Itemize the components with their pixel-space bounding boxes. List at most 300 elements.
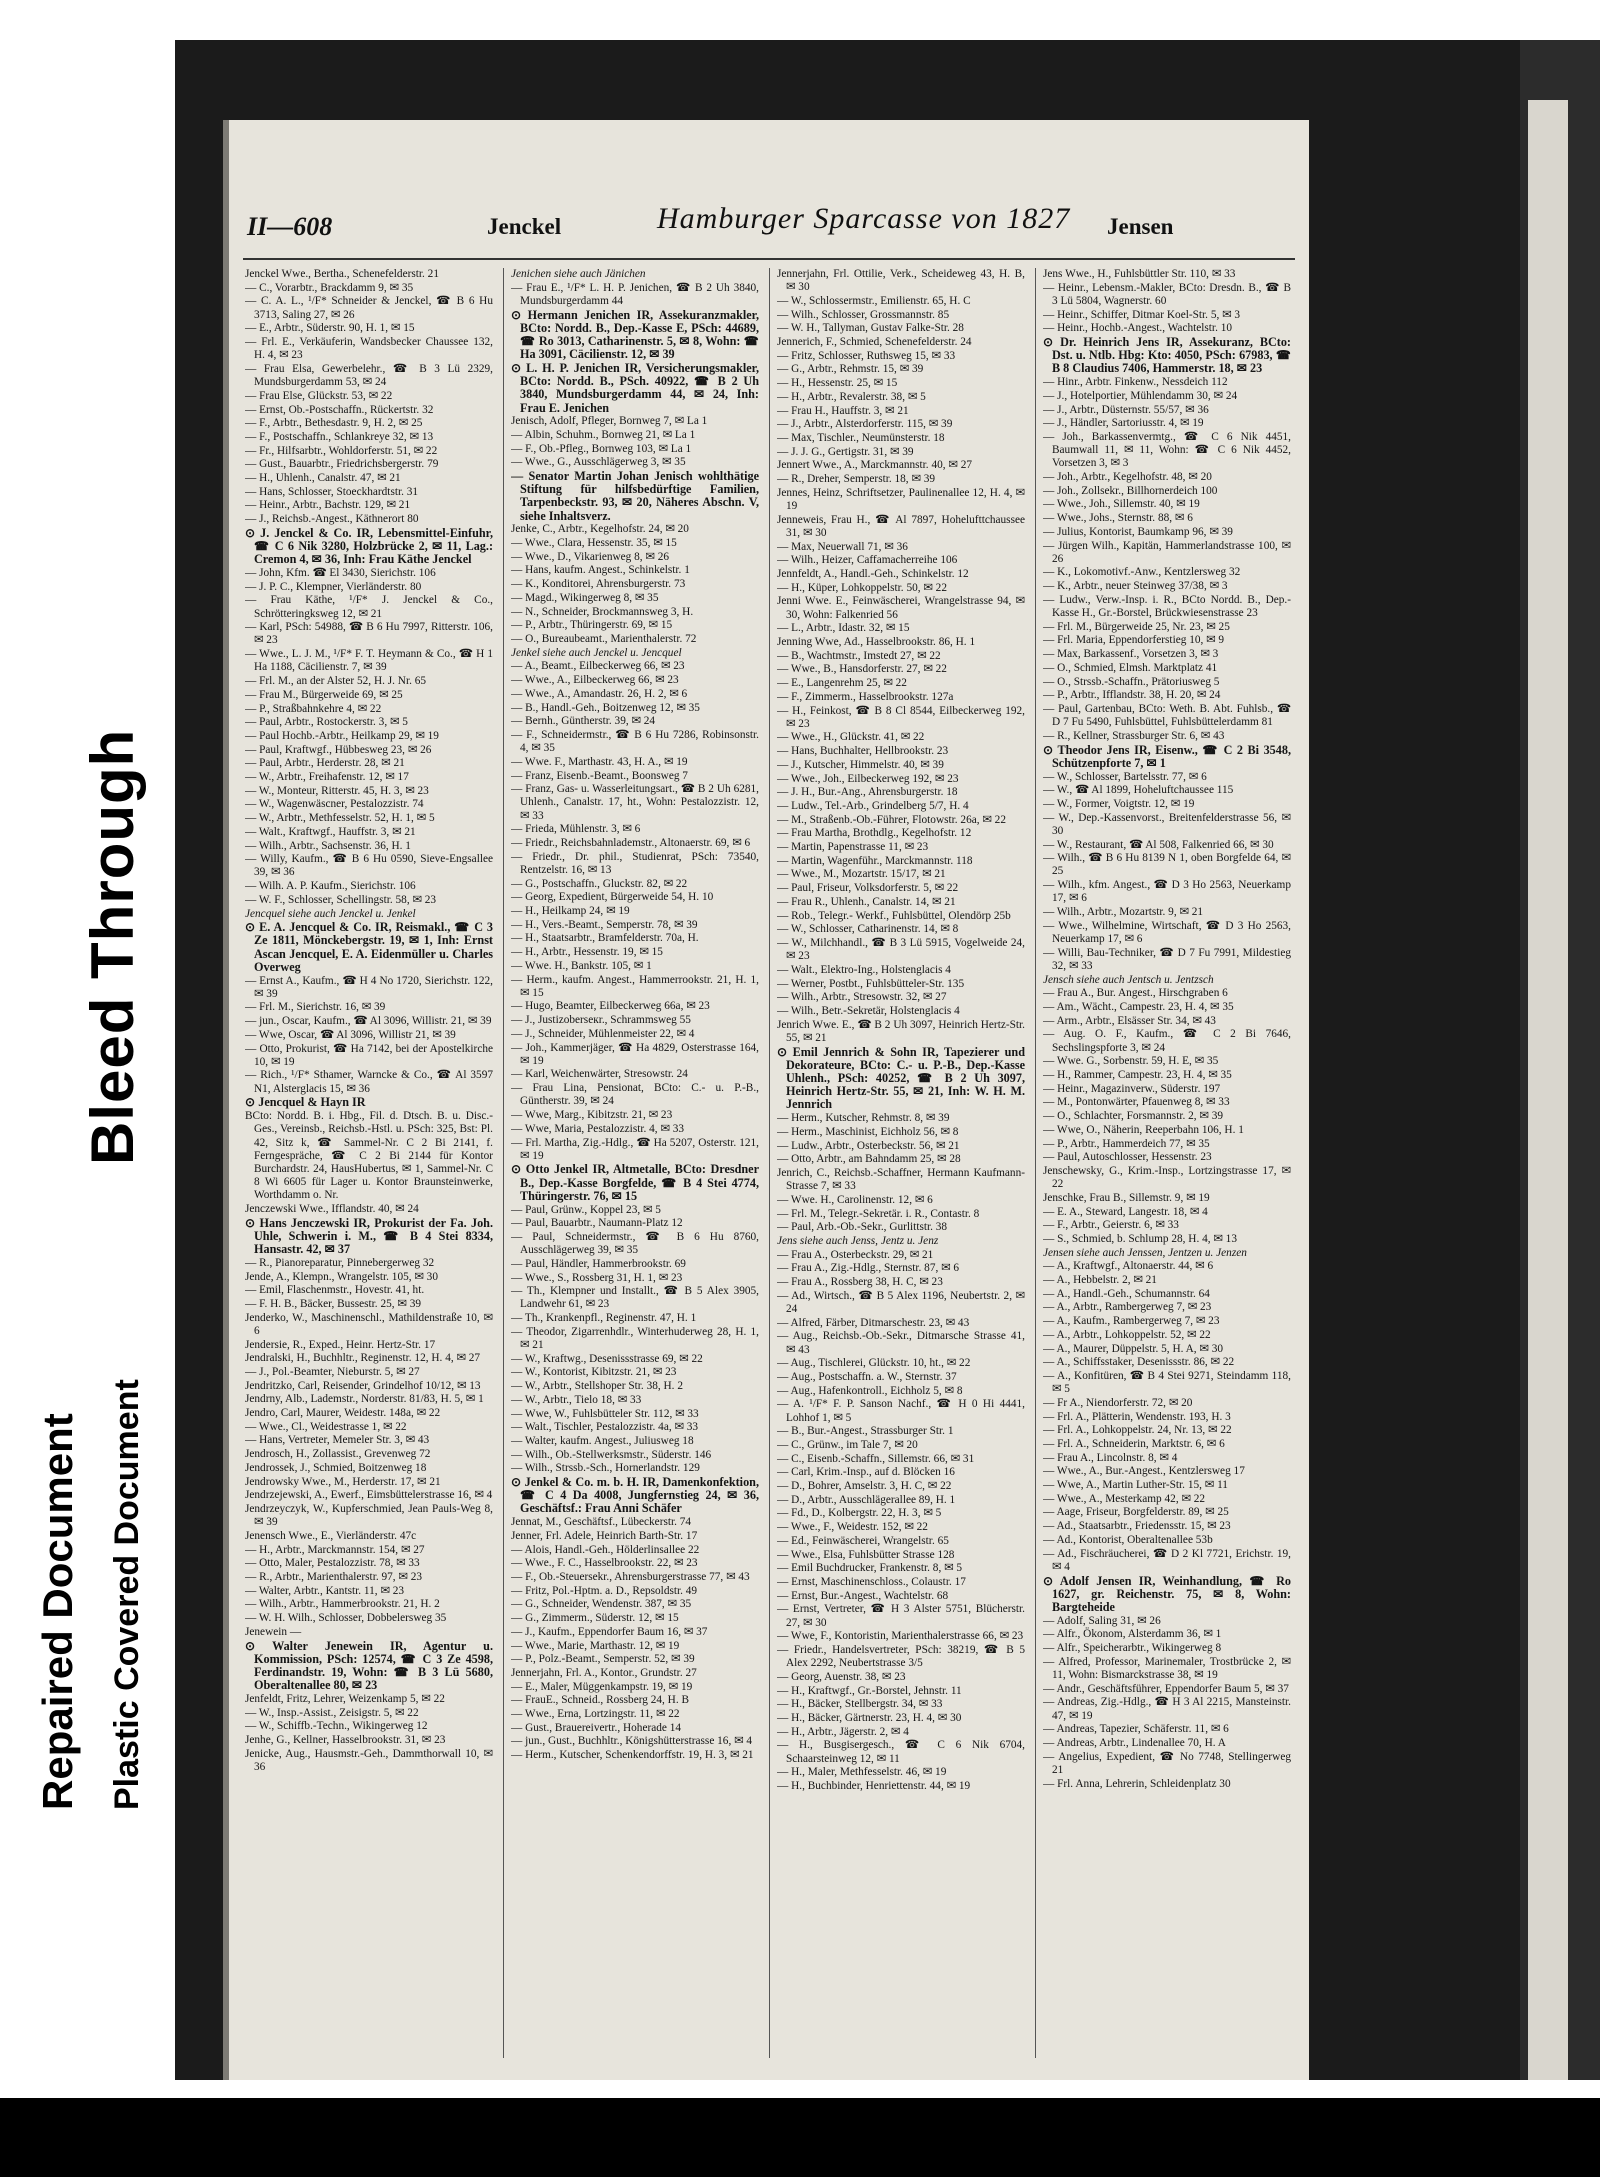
- directory-entry-highlight: ⊙ J. Jenckel & Co. IR, Lebensmittel-Einfuhr, ☎ C 6 Nik 3280, Holzbrücke 2, ✉ 11, Lag.: Cremon 4, ✉ 36, Inh: Frau Käthe Jenckel: [245, 525, 493, 567]
- adjacent-page-edge: [1520, 40, 1600, 2080]
- directory-entry: — A., Kraftwgf., Altonaerstr. 44, ✉ 6: [1043, 1260, 1214, 1273]
- directory-entry: — Frl. A., Plätterin, Wendenstr. 193, H. 3: [1043, 1410, 1231, 1423]
- directory-entry: — Wwe, W., Fuhlsbütteler Str. 112, ✉ 33: [511, 1407, 699, 1420]
- directory-entry: — Wwe., Johs., Sternstr. 88, ✉ 6: [1043, 512, 1193, 525]
- bleed-through-label: Bleed Through: [79, 728, 146, 1165]
- directory-entry: — Martin, Papenstrasse 11, ✉ 23: [777, 841, 929, 854]
- directory-entry: — Aug. O. F., Kaufm., ☎ C 2 Bi 7646, Sechslingspforte 3, ✉ 24: [1043, 1028, 1291, 1054]
- directory-entry: — Frau R., Uhlenh., Canalstr. 14, ✉ 21: [777, 895, 956, 908]
- directory-entry-highlight: ⊙ Jencquel & Hayn IR: [245, 1095, 366, 1110]
- directory-entry: — W., Arbtr., Stellshoper Str. 38, H. 2: [511, 1380, 683, 1393]
- directory-entry: — Paul, Bauarbtr., Naumann-Platz 12: [511, 1217, 683, 1230]
- directory-entry: — Rich., ¹/F* Sthamer, Warncke & Co., ☎ Al 3597 N1, Alsterglacis 15, ✉ 36: [245, 1069, 493, 1095]
- directory-entry: Jennert Wwe., A., Marckmannstr. 40, ✉ 27: [777, 459, 972, 472]
- directory-entry: — Ernst, Bur.-Angest., Wachtelstr. 68: [777, 1589, 949, 1602]
- directory-entry: Jencquel siehe auch Jenckel u. Jenkel: [245, 907, 416, 920]
- directory-entry-highlight: ⊙ Hans Jenczewski IR, Prokurist der Fa. Joh. Uhle, Schwerin i. M., ☎ B 4 Stei 8334, Hansastr. 42, ✉ 37: [245, 1215, 493, 1257]
- directory-entry: — P., Arbtr., Hammerdeich 77, ✉ 35: [1043, 1137, 1210, 1150]
- directory-entry: — Herm., Kutscher, Schenkendorffstr. 19, H. 3, ✉ 21: [511, 1749, 754, 1762]
- directory-entry: — H., Arbtr., Jägerstr. 2, ✉ 4: [777, 1725, 909, 1738]
- directory-entry: — Wwe, O., Näherin, Reeperbahn 106, H. 1: [1043, 1123, 1244, 1136]
- directory-entry: Jenning Wwe, Ad., Hasselbrookstr. 86, H. 1: [777, 635, 976, 648]
- directory-entry-highlight: ⊙ Jenkel & Co. m. b. H. IR, Damenkonfektion, ☎ C 4 Dа 4008, Jungfernstieg 24, ✉ 36, Geschäftsf.: Frau Anni Schäfer: [511, 1475, 759, 1516]
- directory-entry-highlight: ⊙ L. H. P. Jenichen IR, Versicherungsmakler, BCto: Nordd. B., PSch. 40922, ☎ B 2 Uh 3840, Mundsburgerdamm 44, ✉ 24, Inh: Frau E. Jenichen: [511, 360, 759, 415]
- directory-entry: — A., Beamt., Eilbeckerweg 66, ✉ 23: [511, 660, 685, 673]
- directory-entry: — Frl. M., Sierichstr. 16, ✉ 39: [245, 1001, 386, 1014]
- directory-entry: — Frl. A., Schneiderin, Marktstr. 6, ✉ 6: [1043, 1437, 1225, 1450]
- directory-entry: Jendrowsky Wwe., M., Herderstr. 17, ✉ 21: [245, 1475, 441, 1488]
- directory-entry: — Herm., kaufm. Angest., Hammerrookstr. 21, H. 1, ✉ 15: [511, 973, 759, 999]
- directory-entry: — Fritz, Schlosser, Ruthsweg 15, ✉ 33: [777, 349, 956, 362]
- directory-entry: — Ernst, Ob.-Postschaffn., Rückertstr. 32: [245, 403, 434, 416]
- directory-entry: Jenschewsky, G., Krim.-Insp., Lortzingstrasse 17, ✉ 22: [1043, 1164, 1291, 1191]
- directory-entry: — W., Restaurant, ☎ Al 508, Falkenried 66, ✉ 30: [1043, 838, 1274, 851]
- directory-entry: — H., Arbtr., Revalerstr. 38, ✉ 5: [777, 390, 926, 403]
- directory-entry: — B., Bur.-Angest., Strassburger Str. 1: [777, 1425, 954, 1438]
- directory-entry: — M., Pontonwärter, Pfauenweg 8, ✉ 33: [1043, 1096, 1230, 1109]
- directory-entry: — Aug., Reichsb.-Ob.-Sekr., Ditmarsche Strasse 41, ✉ 43: [777, 1330, 1025, 1356]
- sparcasse-banner: Hamburger Sparcasse von 1827: [657, 202, 1071, 235]
- page-header: [247, 202, 1287, 254]
- directory-entry: Jenkel siehe auch Jenckel u. Jencquel: [511, 646, 682, 659]
- directory-entry: — Hans, Vertreter, Memeler Str. 3, ✉ 43: [245, 1434, 430, 1447]
- directory-entry: — Wwe, F., Kontoristin, Marienthalerstrasse 66, ✉ 23: [777, 1630, 1024, 1643]
- directory-entry: — Joh., Barkassenvermtg., ☎ C 6 Nik 4451, Baumwall 11, ✉ 11, Wohn: ☎ C 6 Nik 4452, Vorsetzen 3, ✉ 3: [1043, 430, 1291, 470]
- directory-entry: — Paul, Gartenbau, BCto: Weth. B. Abt. Fuhlsb., ☎ D 7 Fu 5490, Fuhlsbüttel, Fuhlsbüttelerdamm 81: [1043, 703, 1291, 729]
- directory-entry: — Angelius, Expedient, ☎ No 7748, Stellingerweg 21: [1043, 1750, 1291, 1776]
- directory-entry: — Otto, Prokurist, ☎ Ha 7142, bei der Apostelkirche 10, ✉ 19: [245, 1042, 493, 1068]
- directory-entry: — P., Straßbahnkehre 4, ✉ 22: [245, 702, 382, 715]
- directory-entry: — W., Monteur, Ritterstr. 45, H. 3, ✉ 23: [245, 784, 429, 797]
- directory-entry: — Max, Neuerwall 71, ✉ 36: [777, 540, 908, 553]
- directory-entry: — Frl. A., Lohkoppelstr. 24, Nr. 13, ✉ 22: [1043, 1424, 1232, 1437]
- directory-entry: — W., Kontorist, Kibitzstr. 21, ✉ 23: [511, 1366, 677, 1379]
- directory-entry: — Wwe., Wilhelmine, Wirtschaft, ☎ D 3 Ho 2563, Neuerkamp 17, ✉ 6: [1043, 919, 1291, 945]
- directory-entry: — Fritz, Pol.-Hptm. a. D., Repsoldstr. 49: [511, 1584, 698, 1597]
- directory-entry: Jendrzejewski, A., Ewerf., Eimsbüttelerstrasse 16, ✉ 4: [245, 1489, 493, 1502]
- directory-entry-highlight: ⊙ Emil Jennrich & Sohn IR, Tapezierer und Dekorateure, BCto: C.- u. P.-B., Dep.-Kasse Uhlenh., PSch: 40252, ☎ B 2 Uh 3097, Heinrich Hertz-Str. 55, ✉ 21, Inh: W. H. M. Jennrich: [777, 1044, 1025, 1112]
- directory-entry: — Alois, Handl.-Geh., Hölderlinsallee 22: [511, 1543, 700, 1556]
- directory-entry: — Frau Käthe, ¹/F* J. Jenckel & Co., Schrötteringksweg 12, ✉ 21: [245, 594, 493, 620]
- directory-entry: — J., Justizoberseкr., Schrammsweg 55: [511, 1014, 691, 1027]
- directory-entry: — Ad., Staatsarbtr., Friedensstr. 15, ✉ 23: [1043, 1520, 1231, 1533]
- directory-entry: — B., Handl.-Geh., Boitzenweg 12, ✉ 35: [511, 701, 700, 714]
- directory-column-1: [245, 268, 493, 2068]
- directory-entry: — E., Arbtr., Süderstr. 90, H. 1, ✉ 15: [245, 322, 415, 335]
- directory-entry: — Emil, Flaschenmstr., Hovestr. 41, ht.: [245, 1284, 425, 1297]
- directory-entry: Jenisch, Adolf, Pfleger, Bornweg 7, ✉ La 1: [511, 415, 708, 428]
- directory-entry: Jenichen siehe auch Jänichen: [511, 268, 646, 280]
- directory-entry-highlight: ⊙ Adolf Jensen IR, Weinhandlung, ☎ Ro 1627, gr. Reichenstr. 75, ✉ 8, Wohn: Bargteheide: [1043, 1573, 1291, 1614]
- directory-entry: — Aug., Hafenkontroll., Eichholz 5, ✉ 8: [777, 1384, 963, 1397]
- directory-entry: Jens siehe auch Jenss, Jentz u. Jenz: [777, 1234, 939, 1247]
- directory-entry: — N., Schneider, Brockmannsweg 3, H.: [511, 605, 694, 618]
- directory-entry: — Franz, Eisenb.-Beamt., Boonsweg 7: [511, 769, 688, 782]
- directory-entry: — Karl, Weichenwärter, Stresowstr. 24: [511, 1068, 688, 1081]
- directory-entry: — Paul, Arb.-Ob.-Sekr., Gurlittstr. 38: [777, 1221, 948, 1234]
- directory-entry: — Joh., Zollsekr., Billhornerdeich 100: [1043, 484, 1218, 497]
- directory-entry: — W. H., Tallyman, Gustav Falke-Str. 28: [777, 322, 964, 335]
- directory-entry: — Wwe., A., Bur.-Angest., Kentzlersweg 17: [1043, 1465, 1245, 1478]
- directory-entry: — Wwe., M., Mozartstr. 15/17, ✉ 21: [777, 868, 946, 881]
- directory-entry: — J., Hotelportier, Mühlendamm 30, ✉ 24: [1043, 389, 1238, 402]
- directory-entry: Jenneweis, Frau H., ☎ Al 7897, Hohelufttchaussee 31, ✉ 30: [777, 513, 1025, 539]
- directory-entry: — Wilh., Ob.-Stellwerksmstr., Süderstr. 146: [511, 1448, 712, 1461]
- directory-entry: — Th., Klempner und Installt., ☎ B 5 Alex 3905, Landwehr 61, ✉ 23: [511, 1285, 759, 1311]
- directory-entry: — Paul, Friseur, Volksdorferstr. 5, ✉ 22: [777, 882, 959, 895]
- directory-entry: — D., Bohrer, Amselstr. 3, H. C, ✉ 22: [777, 1480, 952, 1493]
- directory-entry: — O., Strssb.-Schaffn., Prätoriusweg 5: [1043, 675, 1220, 688]
- directory-entry: — Frau M., Bürgerweide 69, ✉ 25: [245, 688, 403, 701]
- directory-entry: — Wwe., F. C., Hasselbrookstr. 22, ✉ 23: [511, 1557, 698, 1570]
- directory-entry: — W., ☎ Al 1899, Hoheluftchaussee 115: [1043, 784, 1234, 797]
- directory-entry: — W., Arbtr., Methfesselstr. 52, H. 1, ✉ 5: [245, 812, 435, 825]
- directory-entry: — Frau E., ¹/F* L. H. P. Jenichen, ☎ B 2 Uh 3840, Mundsburgerdamm 44: [511, 281, 759, 307]
- directory-entry: — jun., Oscar, Kaufm., ☎ Al 3096, Willistr. 21, ✉ 39: [245, 1015, 492, 1028]
- column-divider: [503, 268, 504, 2058]
- directory-entry: — W., Schlossermstr., Emilienstr. 65, H. C: [777, 294, 971, 307]
- directory-entry: — R., Dreher, Semperstr. 18, ✉ 39: [777, 473, 936, 486]
- directory-entry: — F., Postschaffn., Schlankreye 32, ✉ 13: [245, 430, 434, 443]
- directory-column-2: [511, 268, 759, 2068]
- directory-entry: — H., Küper, Lohkoppelstr. 50, ✉ 22: [777, 581, 947, 594]
- directory-entry: — Paul, Autoschlosser, Hessenstr. 23: [1043, 1151, 1212, 1164]
- directory-entry: — Magd., Wikingerweg 8, ✉ 35: [511, 591, 659, 604]
- directory-entry: — Ernst A., Kaufm., ☎ H 4 No 1720, Sierichstr. 122, ✉ 39: [245, 974, 493, 1000]
- directory-entry: — K., Konditorei, Ahrensburgerstr. 73: [511, 578, 686, 591]
- directory-entry: — Joh., Kammerjäger, ☎ Ha 4829, Osterstrasse 164, ✉ 19: [511, 1041, 759, 1067]
- directory-entry: — J., Kutscher, Himmelstr. 40, ✉ 39: [777, 758, 944, 771]
- directory-entry: — O., Schlachter, Forsmannstr. 2, ✉ 39: [1043, 1110, 1224, 1123]
- directory-entry: — W., Wagenwäscner, Pestalozzistr. 74: [245, 798, 424, 811]
- directory-entry: — A., Arbtr., Rambergerweg 7, ✉ 23: [1043, 1301, 1212, 1314]
- directory-entry: — J., Arbtr., Düsternstr. 55/57, ✉ 36: [1043, 403, 1209, 416]
- directory-entry: — Gust., Brauereivertr., Hoherade 14: [511, 1721, 682, 1734]
- directory-entry: — G., Schneider, Wendenstr. 387, ✉ 35: [511, 1598, 692, 1611]
- directory-entry: — Wwe., G., Ausschlägerweg 3, ✉ 35: [511, 456, 686, 469]
- directory-entry: — J., Arbtr., Alsterdorferstr. 115, ✉ 39: [777, 418, 953, 431]
- directory-entry: Jenczewski Wwe., Ifflandstr. 40, ✉ 24: [245, 1203, 419, 1216]
- directory-entry: Jenhe, G., Kellner, Hasselbrookstr. 31, ✉ 23: [245, 1733, 446, 1746]
- directory-entry: — S., Schmied, b. Schlump 28, H. 4, ✉ 13: [1043, 1232, 1237, 1245]
- directory-entry: Jenderko, W., Maschinenschl., Mathildenstraße 10, ✉ 6: [245, 1311, 493, 1337]
- directory-entry: — Joh., Arbtr., Kegelhofstr. 48, ✉ 20: [1043, 471, 1212, 484]
- directory-entry: — Arm., Arbtr., Elsässer Str. 34, ✉ 43: [1043, 1014, 1216, 1027]
- directory-entry: — Wwe., A., Mesterkamp 42, ✉ 22: [1043, 1492, 1206, 1505]
- directory-entry: — F., Ob.-Steuersekr., Ahrensburgerstrasse 77, ✉ 43: [511, 1571, 750, 1583]
- side-labels-panel: [0, 0, 175, 2177]
- directory-entry: Jendrzeyczyk, W., Kupferschmied, Jean Pauls-Weg 8, ✉ 39: [245, 1502, 493, 1529]
- directory-entry: — H., Uhlenh., Canalstr. 47, ✉ 21: [245, 472, 401, 485]
- directory-entry: — W., Schlosser, Bartelsstr. 77, ✉ 6: [1043, 770, 1207, 783]
- directory-entry: — W. F., Schlosser, Schellingstr. 58, ✉ 23: [245, 893, 437, 906]
- directory-entry: — O., Bureaubeamt., Marienthalerstr. 72: [511, 632, 697, 645]
- left-headword: Jenckel: [487, 214, 562, 239]
- directory-entry: — FrauE., Schneid., Rossberg 24, H. B: [511, 1694, 690, 1707]
- directory-entry: — Ernst, Maschinenschloss., Colaustr. 17: [777, 1576, 966, 1588]
- directory-entry: — Hugo, Beamter, Eilbeckerweg 66a, ✉ 23: [511, 1000, 710, 1013]
- right-headword: Jensen: [1107, 214, 1174, 239]
- directory-entry: — Fr., Hilfsarbtr., Wohldorferstr. 51, ✉ 22: [245, 444, 438, 457]
- directory-entry: — Wwe., A., Eilbeckerweg 66, ✉ 23: [511, 674, 679, 687]
- directory-entry: — W., Dep.-Kassenvorst., Breitenfelderstrasse 56, ✉ 30: [1043, 811, 1291, 837]
- directory-entry: — John, Kfm. ☎ El 3430, Sierichstr. 106: [245, 566, 436, 579]
- directory-entry: Jendersie, R., Exped., Heinr. Hertz-Str. 17: [245, 1338, 436, 1351]
- directory-entry-highlight: ⊙ Dr. Heinrich Jens IR, Assekuranz, BCto: Dst. u. Ntlb. Hbg: Kto: 4050, PSch: 67983, ☎ B 8 Claudius 7406, Hammerstr. 18, ✉ 23: [1043, 335, 1291, 376]
- directory-entry: — W., Schiffb.-Techn., Wikingerweg 12: [245, 1720, 428, 1733]
- directory-entry: — Wilh., Strssb.-Sch., Hornerlandstr. 129: [511, 1462, 700, 1475]
- directory-entry: — W., Arbtr., Freihafenstr. 12, ✉ 17: [245, 771, 409, 784]
- directory-entry: — J., Pol.-Beamter, Nieburstr. 5, ✉ 27: [245, 1365, 420, 1378]
- directory-entry: — Paul, Arbtr., Herderstr. 28, ✉ 21: [245, 757, 405, 770]
- scan-bottom-band: [0, 2098, 1600, 2177]
- directory-entry: — Heinr., Hochb.-Angest., Wachtelstr. 10: [1043, 322, 1233, 335]
- directory-entry: — Aug., Postschaffn. a. W., Sternstr. 37: [777, 1370, 957, 1383]
- directory-entry: — C., Vorarbtr., Brackdamm 9, ✉ 35: [245, 281, 414, 294]
- directory-entry: — Wwe. H., Bankstr. 105, ✉ 1: [511, 959, 652, 972]
- directory-entry: Jennfeldt, A., Handl.-Geh., Schinkelstr. 12: [777, 567, 969, 580]
- directory-entry: — A., Kaufm., Rambergerweg 7, ✉ 23: [1043, 1315, 1220, 1328]
- directory-entry: Jenckel Wwe., Bertha., Schenefelderstr. 21: [245, 268, 439, 280]
- directory-entry: — W. H. Wilh., Schlosser, Dobbelersweg 35: [245, 1612, 447, 1625]
- directory-entry: — M., Straßenb.-Ob.-Führer, Flotowstr. 26a, ✉ 22: [777, 813, 1006, 826]
- directory-entry: — Wwe. F., Marthastr. 43, H. A., ✉ 19: [511, 755, 688, 768]
- directory-entry: — J. P. C., Klempner, Vierländerstr. 80: [245, 580, 422, 593]
- directory-entry: — Frl. Anna, Lehrerin, Schleidenplatz 30: [1043, 1777, 1231, 1790]
- directory-entry: — J. H., Bur.-Ang., Ahrensburgerstr. 18: [777, 786, 958, 799]
- directory-entry: — Wilh., Heizer, Caffamacherreihe 106: [777, 554, 958, 567]
- directory-entry: — E. A., Steward, Langestr. 18, ✉ 4: [1043, 1205, 1208, 1218]
- directory-entry: — G., Arbtr., Rehmstr. 15, ✉ 39: [777, 363, 924, 376]
- directory-entry: — Ludw., Tel.-Arb., Grindelberg 5/7, H. 4: [777, 799, 969, 812]
- directory-entry: — Frl. M., Telegr.-Sekretär. i. R., Contastr. 8: [777, 1207, 980, 1220]
- directory-entry: — Max, Barkassenf., Vorsetzen 3, ✉ 3: [1043, 648, 1219, 661]
- directory-entry: — A., Konfitüren, ☎ B 4 Stei 9271, Steindamm 118, ✉ 5: [1043, 1369, 1291, 1396]
- directory-entry: — A., Schiffsstaker, Desenissstr. 86, ✉ 22: [1043, 1356, 1235, 1369]
- directory-entry: — Frau A., Osterbeckstr. 29, ✉ 21: [777, 1248, 934, 1261]
- directory-entry: — Wwe., F., Weidestr. 152, ✉ 22: [777, 1521, 928, 1534]
- directory-entry-highlight: ⊙ Walter Jenewein IR, Agentur u. Kommission, PSch: 12574, ☎ C 3 Ze 4598, Ferdinandstr. 19, Wohn: ☎ B 3 Lü 5680, Oberaltenallee 80, ✉ 23: [245, 1638, 493, 1693]
- directory-entry: — P., Arbtr., Ifflandstr. 38, H. 20, ✉ 24: [1043, 689, 1221, 702]
- page-paper: [223, 120, 1309, 2080]
- page-number: II—608: [247, 212, 333, 241]
- directory-entry: — Ed., Feinwäscherei, Wrangelstr. 65: [777, 1534, 949, 1547]
- directory-entry: Jenrich Wwe. E., ☎ B 2 Uh 3097, Heinrich Hertz-Str. 55, ✉ 21: [777, 1018, 1025, 1044]
- directory-entry: — Wwe., S., Rossberg 31, H. 1, ✉ 23: [511, 1271, 683, 1284]
- directory-entry: — W., Kraftwg., Desenissstrasse 69, ✉ 22: [511, 1352, 703, 1365]
- directory-entry: — G., Zimmerm., Süderstr. 12, ✉ 15: [511, 1612, 679, 1625]
- directory-entry: — Friedr., Handelsvertreter, PSch: 38219, ☎ B 5 Alex 2292, Neubertstrasse 3/5: [777, 1644, 1025, 1670]
- directory-entry: — Alfred, Professor, Marinemaler, Trostbrücke 2, ✉ 11, Wohn: Bismarckstrasse 38, ✉ 19: [1043, 1655, 1291, 1681]
- directory-entry: Jennerjahn, Frl. A., Kontor., Grundstr. 27: [511, 1666, 697, 1679]
- directory-entry: Jenrich, C., Reichsb.-Schaffner, Hermann Kaufmann-Strasse 7, ✉ 33: [777, 1166, 1025, 1193]
- directory-entry: — R., Kellner, Strassburger Str. 6, ✉ 43: [1043, 729, 1225, 742]
- directory-entry: — C., Grünw., im Tale 7, ✉ 20: [777, 1438, 918, 1451]
- directory-entry: — Frl. E., Verkäuferin, Wandsbecker Chaussee 132, H. 4, ✉ 23: [245, 336, 493, 362]
- directory-entry: — Walt., Kraftwgf., Hauffstr. 3, ✉ 21: [245, 825, 416, 838]
- directory-entry: — Wilh., kfm. Angest., ☎ D 3 Ho 2563, Neuerkamp 17, ✉ 6: [1043, 879, 1291, 905]
- directory-entry: Jendralski, H., Buchhltr., Reginenstr. 12, H. 4, ✉ 27: [245, 1352, 481, 1365]
- directory-entry: — H., Feinkost, ☎ B 8 Cl 8544, Eilbeckerweg 192, ✉ 23: [777, 704, 1025, 730]
- directory-column-3: [777, 268, 1025, 2068]
- directory-entry: Jenfeldt, Fritz, Lehrer, Weizenkamp 5, ✉ 22: [245, 1692, 445, 1705]
- column-divider: [769, 268, 770, 2058]
- directory-entry: — G., Postschaffn., Gluckstr. 82, ✉ 22: [511, 877, 688, 890]
- directory-entry: Jenewein —: [245, 1625, 302, 1638]
- directory-entry: — Andr., Geschäftsführer, Eppendorfer Baum 5, ✉ 37: [1043, 1682, 1289, 1695]
- directory-entry: Jenschke, Frau B., Sillemstr. 9, ✉ 19: [1043, 1191, 1210, 1204]
- directory-entry: — Wwe., Cl., Weidestrasse 1, ✉ 22: [245, 1420, 407, 1433]
- directory-entry: — Wwe., B., Hansdorferstr. 27, ✉ 22: [777, 663, 947, 676]
- directory-entry: — H., Bäcker, Stellbergstr. 34, ✉ 33: [777, 1698, 943, 1711]
- directory-entry: — H., Heilkamp 24, ✉ 19: [511, 905, 630, 918]
- directory-entry: — H., Maler, Methfesselstr. 46, ✉ 19: [777, 1766, 947, 1779]
- directory-entry: — Heinr., Arbtr., Bachstr. 129, ✉ 21: [245, 499, 411, 512]
- directory-entry: — Paul, Arbtr., Rostockerstr. 3, ✉ 5: [245, 716, 408, 729]
- directory-entry: — Wilh., Arbtr., Stresowstr. 32, ✉ 27: [777, 991, 947, 1004]
- directory-entry: — Wwe., Erna, Lortzingstr. 11, ✉ 22: [511, 1708, 680, 1721]
- directory-entry: — Ernst, Vertreter, ☎ H 3 Alster 5751, Blücherstr. 27, ✉ 30: [777, 1603, 1025, 1629]
- directory-entry: — Wwe, Oscar, ☎ Al 3096, Willistr 21, ✉ 39: [245, 1028, 456, 1041]
- directory-entry: — Walt., Tischler, Pestalozzistr. 4a, ✉ 33: [511, 1421, 699, 1434]
- directory-entry: — Herm., Maschinist, Eichholz 56, ✉ 8: [777, 1125, 959, 1138]
- directory-entry: — Frau A., Zig.-Hdlg., Sternstr. 87, ✉ 6: [777, 1262, 960, 1275]
- directory-entry: — Wwe., L. J. M., ¹/F* F. T. Heymann & Co., ☎ H 1 Ha 1188, Cäcilienstr. 7, ✉ 39: [245, 648, 493, 674]
- directory-entry: — Wilh., Schlosser, Grossmannstr. 85: [777, 308, 950, 321]
- directory-entry: — Frau Else, Glückstr. 53, ✉ 22: [245, 389, 393, 402]
- directory-entry: — W., Former, Voigtstr. 12, ✉ 19: [1043, 797, 1195, 810]
- directory-entry: Jendrosch, H., Zollassist., Grevenweg 72: [245, 1448, 431, 1461]
- directory-entry: — Paul Hochb.-Arbtr., Heilkamp 29, ✉ 19: [245, 729, 439, 742]
- directory-entry: — W., Milchhandl., ☎ B 3 Lü 5915, Vogelweide 24, ✉ 23: [777, 936, 1025, 963]
- directory-entry: — Walter, Arbtr., Kantstr. 11, ✉ 23: [245, 1584, 405, 1597]
- directory-entry: Jenner, Frl. Adele, Heinrich Barth-Str. 17: [511, 1529, 698, 1542]
- directory-entry: — H., Buchbinder, Henriettenstr. 44, ✉ 19: [777, 1780, 971, 1793]
- directory-entry: — Andreas, Arbtr., Lindenallee 70, H. A: [1043, 1736, 1226, 1749]
- directory-column-4: [1043, 268, 1291, 2068]
- directory-entry: — Hans, Buchhalter, Hellbrookstr. 23: [777, 745, 949, 758]
- directory-entry: — P., Arbtr., Thüringerstr. 69, ✉ 15: [511, 619, 673, 632]
- directory-entry: Jennat, M., Geschäftsf., Lübeckerstr. 74: [511, 1516, 692, 1529]
- directory-entry: — Wilh., Arbtr., Mozartstr. 9, ✉ 21: [1043, 906, 1204, 919]
- directory-entry: — Wwe., Marie, Marthastr. 12, ✉ 19: [511, 1639, 680, 1652]
- directory-entry: — A., Arbtr., Lohkoppelstr. 52, ✉ 22: [1043, 1328, 1211, 1341]
- directory-entry: — H., Arbtr., Marckmannstr. 154, ✉ 27: [245, 1543, 425, 1556]
- directory-entry: — Rob., Telegr.- Werkf., Fuhlsbüttel, Olendörp 25b: [777, 909, 1011, 922]
- directory-entry: — H., Vers.-Beamt., Semperstr. 78, ✉ 39: [511, 918, 698, 931]
- directory-entry: — Ad., Kontorist, Oberaltenallee 53b: [1043, 1533, 1213, 1546]
- plastic-covered-label: Plastic Covered Document: [108, 1379, 146, 1810]
- directory-entry: Jennerich, F., Schmied, Schenefelderstr. 24: [777, 336, 972, 349]
- directory-entry: — Walter, kaufm. Angest., Juliusweg 18: [511, 1434, 694, 1447]
- directory-entry: — H., Rammer, Campestr. 23, H. 4, ✉ 35: [1043, 1068, 1232, 1081]
- directory-entry: — A., Handl.-Geh., Schumannstr. 64: [1043, 1287, 1210, 1300]
- directory-entry: — Wilh. A. P. Kaufm., Sierichstr. 106: [245, 880, 416, 893]
- directory-entry: — Frau Lina, Pensionat, BCto: C.- u. P.-B., Güntherstr. 39, ✉ 24: [511, 1082, 759, 1108]
- directory-entry: — Fd., D., Kolbergstr. 22, H. 3, ✉ 5: [777, 1507, 942, 1520]
- directory-entry: — Frau Elsa, Gewerbelehr., ☎ B 3 Lü 2329, Mundsburgerdamm 53, ✉ 24: [245, 362, 493, 389]
- directory-entry: — Werner, Postbt., Fuhlsbütteler-Str. 135: [777, 977, 965, 990]
- header-rule: [243, 258, 1295, 260]
- directory-entry: Jensen siehe auch Jenssen, Jentzen u. Jenzen: [1043, 1246, 1247, 1259]
- directory-entry: — Wwe, Marg., Kibitzstr. 21, ✉ 23: [511, 1109, 673, 1122]
- directory-entry: — Wwe., H., Glückstr. 41, ✉ 22: [777, 731, 925, 744]
- directory-entry: Jenicke, Aug., Hausmstr.-Geh., Dammthorwall 10, ✉ 36: [245, 1747, 493, 1773]
- directory-entry: — Wwe., Joh., Eilbeckerweg 192, ✉ 23: [777, 772, 959, 785]
- directory-entry: Jendrny, Alb., Lademstr., Norderstr. 81/83, H. 5, ✉ 1: [245, 1393, 484, 1406]
- directory-entry: — Julius, Kontorist, Baumkamp 96, ✉ 39: [1043, 525, 1233, 538]
- directory-entry: — Hinr., Arbtr. Finkenw., Nessdeich 112: [1043, 376, 1228, 389]
- directory-entry: — Paul, Kraftwgf., Hübbesweg 23, ✉ 26: [245, 743, 432, 756]
- directory-entry: — F., Zimmerm., Hasselbrookstr. 127a: [777, 690, 954, 703]
- directory-entry: — Theodor, Zigarrenhdlr., Winterhuderweg 28, H. 1, ✉ 21: [511, 1325, 759, 1352]
- book-page: [175, 40, 1520, 2080]
- directory-entry: — Alfr., Speicherarbtr., Wikingerweg 8: [1043, 1642, 1222, 1655]
- directory-entry: Jende, A., Klempn., Wrangelstr. 105, ✉ 30: [245, 1270, 438, 1283]
- directory-entry: — H., Arbtr., Hessenstr. 19, ✉ 15: [511, 946, 663, 959]
- directory-entry: — Hans, kaufm. Angest., Schinkelstr. 1: [511, 564, 690, 577]
- directory-entry: — Frau A., Lincolnstr. 8, ✉ 4: [1043, 1451, 1178, 1464]
- directory-entry: — Frau H., Hauffstr. 3, ✉ 21: [777, 404, 909, 417]
- directory-entry: — A., Hebbelstr. 2, ✉ 21: [1043, 1274, 1157, 1287]
- directory-entry: — Wwe., Clara, Hessenstr. 35, ✉ 15: [511, 537, 677, 550]
- directory-entry: — Paul, Grünw., Koppel 23, ✉ 5: [511, 1203, 661, 1216]
- directory-entry-highlight: — Senator Martin Johan Jenisch wohlthätige Stiftung für hilfsbedürftige Familien, Tarpenbeckstr. 93, ✉ 20, Näheres Abschn. V, siehe Inhaltsverz.: [511, 469, 759, 523]
- directory-entry: — Gust., Bauarbtr., Friedrichsbergerstr. 79: [245, 458, 439, 471]
- directory-entry: — Wwe, Maria, Pestalozzistr. 4, ✉ 33: [511, 1122, 685, 1135]
- directory-entry: — Frau A., Rossberg 38, H. C, ✉ 23: [777, 1276, 943, 1289]
- directory-entry: — H., Busgisergesch., ☎ C 6 Nik 6704, Schaarsteinweg 12, ✉ 11: [777, 1739, 1025, 1765]
- directory-entry: — Frau Martha, Brothdlg., Kegelhofstr. 12: [777, 827, 972, 840]
- directory-entry: — J. J. G., Gertigstr. 31, ✉ 39: [777, 445, 914, 458]
- directory-entry: — R., Pianoreparatur, Pinnebergerweg 32: [245, 1256, 435, 1269]
- column-divider: [1035, 268, 1036, 2058]
- directory-entry: — E., Langenrehm 25, ✉ 22: [777, 677, 907, 690]
- directory-entry: — Emil Buchdrucker, Frankenstr. 8, ✉ 5: [777, 1562, 963, 1575]
- directory-entry: — K., Arbtr., neuer Steinweg 37/38, ✉ 3: [1043, 580, 1228, 593]
- directory-entry: Jenke, C., Arbtr., Kegelhofstr. 24, ✉ 20: [511, 523, 689, 536]
- directory-entry: — Wilh., Arbtr., Hammerbrookstr. 21, H. 2: [245, 1598, 440, 1611]
- directory-entry: — J., Reichsb.-Angest., Käthnerort 80: [245, 513, 419, 526]
- directory-entry: — O., Schmied, Elmsh. Marktplatz 41: [1043, 661, 1218, 674]
- directory-entry: — Walt., Elektro-Ing., Holstenglacis 4: [777, 963, 951, 976]
- directory-entry: — Heinr., Lebensm.-Makler, BCto: Dresdn. B., ☎ B 3 Lü 5804, Wagnerstr. 60: [1043, 281, 1291, 307]
- directory-entry: — Frau A., Bur. Angest., Hirschgraben 6: [1043, 987, 1228, 1000]
- directory-entry: — K., Lokomotivf.-Anw., Kentzlersweg 32: [1043, 566, 1241, 579]
- directory-entry: — B., Wachtmstr., Imstedt 27, ✉ 22: [777, 649, 941, 662]
- directory-entry: Jendritzko, Carl, Reisender, Grindelhof 10/12, ✉ 13: [245, 1379, 481, 1392]
- directory-entry: — Am., Wächt., Campestr. 23, H. 4, ✉ 35: [1043, 1000, 1234, 1013]
- directory-entry: — jun., Gust., Buchhltr., Königshütterstrasse 16, ✉ 4: [511, 1735, 753, 1748]
- directory-entry: Jensch siehe auch Jentsch u. Jentzsch: [1043, 973, 1214, 986]
- directory-entry: — Otto, Maler, Pestalozzistr. 78, ✉ 33: [245, 1557, 420, 1570]
- directory-entry: — P., Polz.-Beamt., Semperstr. 52, ✉ 39: [511, 1653, 695, 1666]
- directory-entry: — H., Kraftwgf., Gr.-Borstel, Jehnstr. 11: [777, 1684, 962, 1697]
- directory-entry: — Wwe. H., Carolinenstr. 12, ✉ 6: [777, 1193, 933, 1206]
- directory-entry: — Wwe. G., Sorbenstr. 59, H. E, ✉ 35: [1043, 1055, 1219, 1068]
- directory-entry: — Aug., Tischlerei, Glückstr. 10, ht., ✉ 22: [777, 1357, 971, 1370]
- directory-entry: — Willy, Kaufm., ☎ B 6 Hu 0590, Sieve-Engsallee 39, ✉ 36: [245, 853, 493, 879]
- directory-entry: — Wilh., Betr.-Sekretär, Holstenglacis 4: [777, 1004, 960, 1017]
- directory-entry: — Wilh., Arbtr., Sachsenstr. 36, H. 1: [245, 839, 411, 852]
- directory-entry: — Paul, Händler, Hammerbrookstr. 69: [511, 1257, 686, 1270]
- directory-entry: Jenensch Wwe., E., Vierländerstr. 47c: [245, 1529, 417, 1542]
- directory-entry: — J., Kaufm., Eppendorfer Baum 16, ✉ 37: [511, 1625, 708, 1638]
- directory-entry: — Frl. M., Bürgerweide 25, Nr. 23, ✉ 25: [1043, 620, 1230, 633]
- directory-entry: — H., Staatsarbtr., Bramfelderstr. 70a, H.: [511, 932, 699, 945]
- directory-entry: — Ludw., Arbtr., Osterbeckstr. 56, ✉ 21: [777, 1139, 960, 1152]
- directory-entry: — J., Schneider, Mühlenmeister 22, ✉ 4: [511, 1027, 695, 1040]
